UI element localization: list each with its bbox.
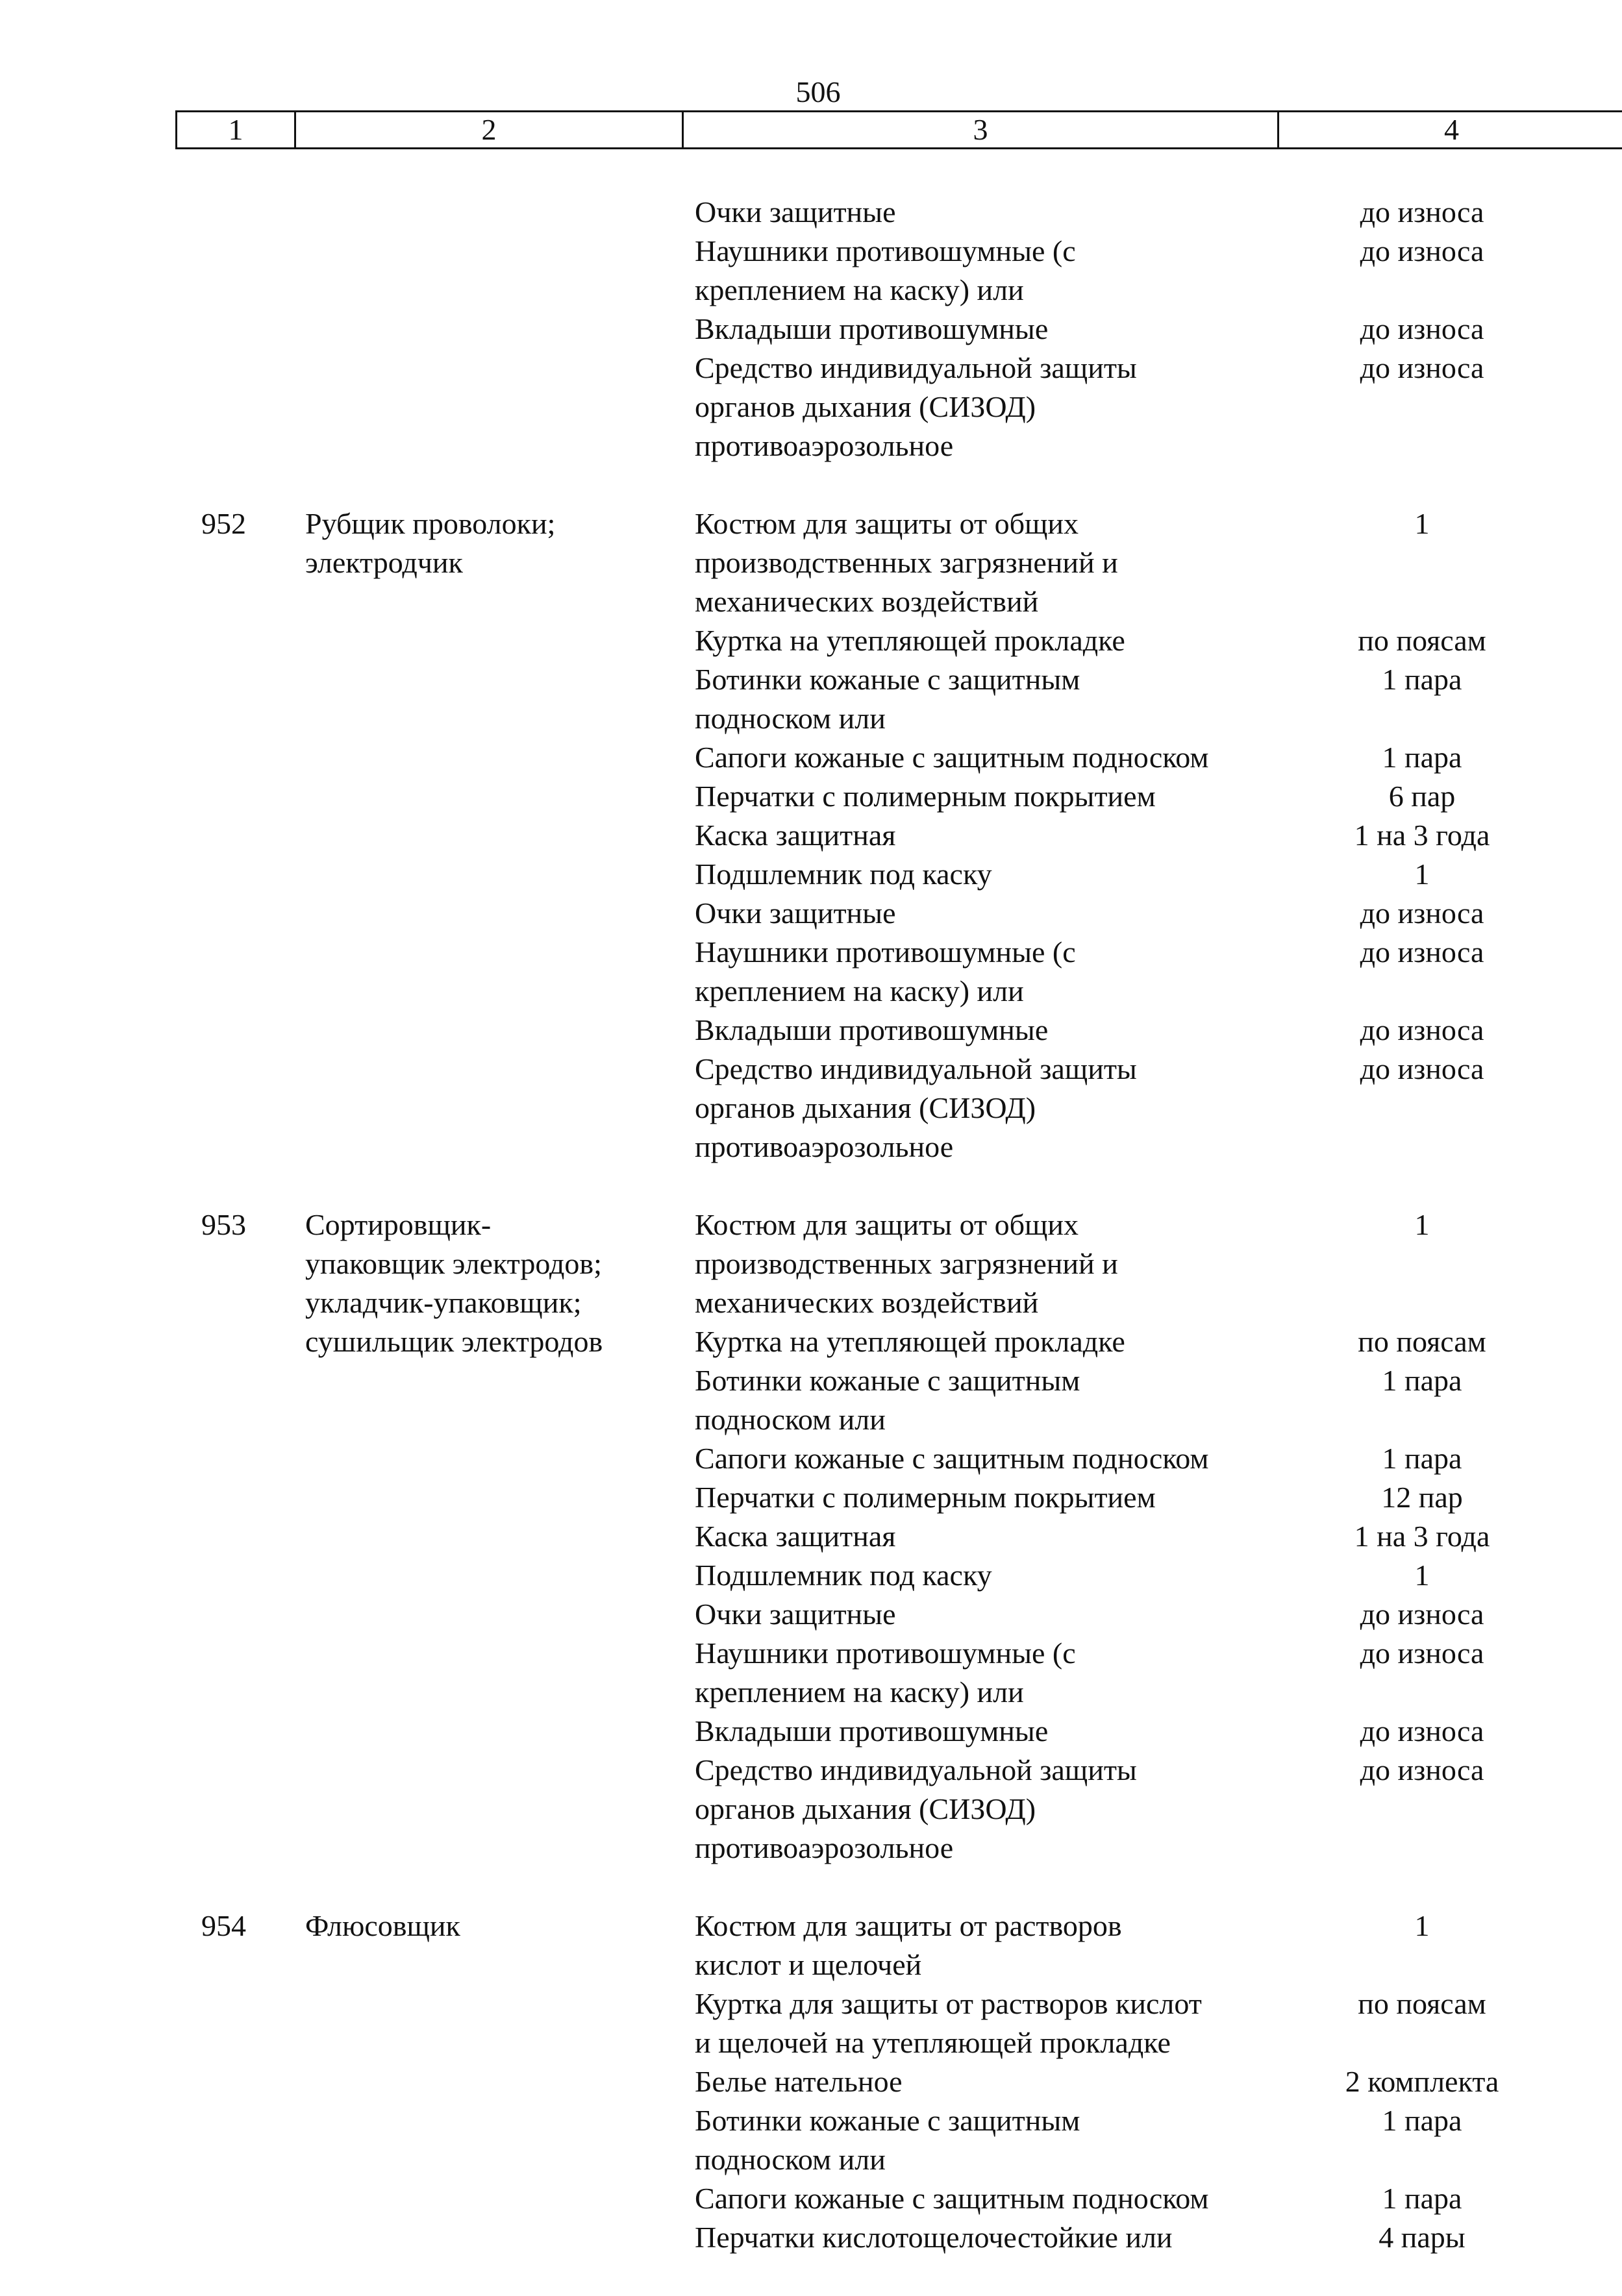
ppe-item-row xyxy=(0,504,1622,621)
profession-group xyxy=(0,1205,1622,1868)
ppe-item-name: Очки защитные xyxy=(695,896,896,930)
ppe-item-name: Перчатки с полимерным покрытием xyxy=(695,1481,1156,1514)
ppe-item-norm: 6 пар xyxy=(1388,780,1456,813)
ppe-item-row xyxy=(0,777,1622,816)
ppe-item-row xyxy=(0,2101,1622,2179)
ppe-item-norm: 1 пара xyxy=(1382,2104,1462,2137)
ppe-item-name: Костюм для защиты от общих производственных загрязнений и механических воздействий xyxy=(695,507,1118,618)
ppe-item-name: Каска защитная xyxy=(695,1520,896,1553)
ppe-item-row xyxy=(0,1556,1622,1595)
ppe-item-name: Сапоги кожаные с защитным подноском xyxy=(695,1442,1209,1475)
ppe-item-name: Ботинки кожаные с защитным подноском или xyxy=(695,663,1080,735)
ppe-item-row xyxy=(0,1984,1622,2062)
ppe-item-row xyxy=(0,1478,1622,1517)
ppe-item-norm: 1 xyxy=(1414,1208,1430,1241)
ppe-item-row xyxy=(0,2179,1622,2218)
ppe-item-name: Наушники противошумные (с креплением на каску) или xyxy=(695,935,1076,1007)
ppe-item-name: Костюм для защиты от растворов кислот и щелочей xyxy=(695,1909,1122,1981)
ppe-item-norm: 1 на 3 года xyxy=(1354,1520,1490,1553)
ppe-item-norm: 1 пара xyxy=(1382,2182,1462,2215)
ppe-item-norm: 1 xyxy=(1414,1909,1430,1942)
ppe-item-row xyxy=(0,621,1622,660)
ppe-item-norm: 4 пары xyxy=(1379,2221,1466,2254)
ppe-item-row xyxy=(0,894,1622,933)
ppe-item-row xyxy=(0,855,1622,894)
column-header-1: 1 xyxy=(177,112,296,147)
profession-group xyxy=(0,1907,1622,2257)
ppe-item-norm: до износа xyxy=(1360,935,1484,969)
ppe-item-norm: до износа xyxy=(1360,234,1484,267)
ppe-item-row xyxy=(0,1205,1622,1322)
ppe-item-row xyxy=(0,349,1622,465)
ppe-item-name: Средство индивидуальной защиты органов дыхания (СИЗОД) противоаэрозольное xyxy=(695,1753,1137,1864)
ppe-item-norm: 1 пара xyxy=(1382,663,1462,696)
ppe-item-row xyxy=(0,193,1622,232)
ppe-item-name: Перчатки кислотощелочестойкие или xyxy=(695,2221,1173,2254)
ppe-item-name: Вкладыши противошумные xyxy=(695,312,1049,345)
ppe-item-row xyxy=(0,1907,1622,1984)
ppe-item-name: Средство индивидуальной защиты органов дыхания (СИЗОД) противоаэрозольное xyxy=(695,1052,1137,1163)
ppe-item-name: Ботинки кожаные с защитным подноском или xyxy=(695,2104,1080,2176)
column-header-4: 4 xyxy=(1444,113,1459,146)
ppe-item-row xyxy=(0,1712,1622,1751)
ppe-item-name: Ботинки кожаные с защитным подноском или xyxy=(695,1364,1080,1436)
ppe-item-name: Куртка на утепляющей прокладке xyxy=(695,624,1125,657)
ppe-item-name: Средство индивидуальной защиты органов дыхания (СИЗОД) противоаэрозольное xyxy=(695,351,1137,462)
ppe-item-norm: по поясам xyxy=(1358,1325,1486,1358)
ppe-item-row xyxy=(0,1011,1622,1050)
ppe-item-norm: до износа xyxy=(1360,1052,1484,1085)
ppe-item-norm: 2 комплекта xyxy=(1345,2065,1499,2098)
ppe-item-row xyxy=(0,310,1622,349)
ppe-item-norm: по поясам xyxy=(1358,1987,1486,2020)
column-header-2: 2 xyxy=(296,112,684,147)
ppe-item-row xyxy=(0,1595,1622,1634)
ppe-item-name: Вкладыши противошумные xyxy=(695,1714,1049,1747)
column-header-3: 3 xyxy=(684,112,1279,147)
ppe-item-norm: 1 xyxy=(1414,1559,1430,1592)
ppe-item-name: Перчатки с полимерным покрытием xyxy=(695,780,1156,813)
ppe-item-norm: до износа xyxy=(1360,195,1484,228)
ppe-item-norm: до износа xyxy=(1360,1714,1484,1747)
profession-group xyxy=(0,193,1622,465)
ppe-table-body xyxy=(0,193,1622,2296)
profession-number: 952 xyxy=(201,507,246,540)
ppe-item-norm: 1 пара xyxy=(1382,1442,1462,1475)
ppe-item-norm: 1 на 3 года xyxy=(1354,819,1490,852)
ppe-item-name: Очки защитные xyxy=(695,195,896,228)
ppe-item-name: Белье нательное xyxy=(695,2065,903,2098)
ppe-item-name: Подшлемник под каску xyxy=(695,1559,992,1592)
ppe-item-row xyxy=(0,1439,1622,1478)
ppe-item-row xyxy=(0,933,1622,1011)
profession-number: 953 xyxy=(201,1208,246,1241)
profession-title: Сортировщик- упаковщик электродов; укладчик-упаковщик; сушильщик электродов xyxy=(305,1208,603,1358)
ppe-item-norm: до износа xyxy=(1360,1013,1484,1046)
ppe-item-row xyxy=(0,738,1622,777)
ppe-item-norm: до износа xyxy=(1360,1598,1484,1631)
ppe-item-row xyxy=(0,1050,1622,1167)
page-number: 506 xyxy=(795,75,841,108)
profession-title: Флюсовщик xyxy=(305,1909,460,1942)
ppe-item-norm: до износа xyxy=(1360,312,1484,345)
ppe-item-norm: до износа xyxy=(1360,896,1484,930)
ppe-item-row xyxy=(0,2062,1622,2101)
ppe-item-norm: до износа xyxy=(1360,351,1484,384)
ppe-item-row xyxy=(0,1361,1622,1439)
ppe-item-norm: до износа xyxy=(1360,1636,1484,1670)
profession-title: Рубщик проволоки; электродчик xyxy=(305,507,556,579)
ppe-item-norm: 1 пара xyxy=(1382,1364,1462,1397)
profession-group xyxy=(0,504,1622,1167)
ppe-item-name: Очки защитные xyxy=(695,1598,896,1631)
profession-number: 954 xyxy=(201,1909,246,1942)
ppe-item-name: Куртка для защиты от растворов кислот и щелочей на утепляющей прокладке xyxy=(695,1987,1202,2059)
ppe-item-row xyxy=(0,1634,1622,1712)
ppe-item-row xyxy=(0,2218,1622,2257)
ppe-item-row xyxy=(0,1751,1622,1868)
ppe-item-name: Костюм для защиты от общих производственных загрязнений и механических воздействий xyxy=(695,1208,1118,1319)
ppe-item-name: Подшлемник под каску xyxy=(695,858,992,891)
ppe-item-norm: по поясам xyxy=(1358,624,1486,657)
ppe-item-row xyxy=(0,816,1622,855)
ppe-item-name: Вкладыши противошумные xyxy=(695,1013,1049,1046)
ppe-item-row xyxy=(0,1322,1622,1361)
ppe-item-name: Сапоги кожаные с защитным подноском xyxy=(695,2182,1209,2215)
ppe-item-norm: до износа xyxy=(1360,1753,1484,1786)
ppe-item-row xyxy=(0,232,1622,310)
ppe-item-norm: 12 пар xyxy=(1381,1481,1463,1514)
ppe-item-row xyxy=(0,660,1622,738)
ppe-item-row xyxy=(0,1517,1622,1556)
ppe-item-norm: 1 пара xyxy=(1382,741,1462,774)
ppe-item-name: Наушники противошумные (с креплением на каску) или xyxy=(695,234,1076,306)
column-header-row xyxy=(175,110,1622,149)
ppe-item-name: Каска защитная xyxy=(695,819,896,852)
ppe-item-name: Сапоги кожаные с защитным подноском xyxy=(695,741,1209,774)
ppe-item-norm: 1 xyxy=(1414,507,1430,540)
ppe-item-name: Куртка на утепляющей прокладке xyxy=(695,1325,1125,1358)
ppe-item-norm: 1 xyxy=(1414,858,1430,891)
ppe-item-name: Наушники противошумные (с креплением на каску) или xyxy=(695,1636,1076,1709)
